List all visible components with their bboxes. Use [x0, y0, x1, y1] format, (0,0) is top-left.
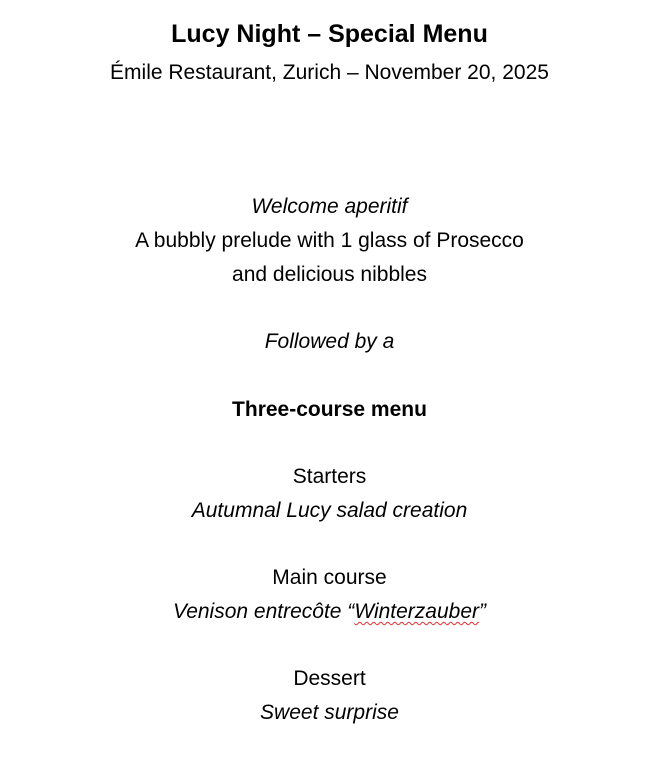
main-course-label: Main course: [272, 566, 387, 589]
starters-label: Starters: [292, 465, 367, 488]
starters-dish: Autumnal Lucy salad creation: [191, 499, 468, 522]
course-menu-heading: Three-course menu: [232, 398, 427, 421]
dessert-dish: Sweet surprise: [260, 701, 399, 724]
main-course-dish: [0, 601, 659, 622]
dessert-label: Dessert: [293, 667, 366, 690]
main-course-dish-prefix: Venison entrecôte “: [172, 600, 355, 623]
aperitif-description-line-1: A bubbly prelude with 1 glass of Prosecco: [135, 229, 524, 252]
spellcheck-flagged-word[interactable]: Winterzauber: [354, 600, 480, 623]
main-course-dish-suffix: ”: [479, 600, 487, 623]
aperitif-heading: Welcome aperitif: [251, 195, 408, 218]
aperitif-description-line-2: and delicious nibbles: [232, 263, 427, 286]
menu-subtitle: Émile Restaurant, Zurich – November 20, 2025: [110, 61, 549, 84]
transition-text: Followed by a: [264, 330, 395, 353]
menu-title: Lucy Night – Special Menu: [171, 20, 488, 48]
